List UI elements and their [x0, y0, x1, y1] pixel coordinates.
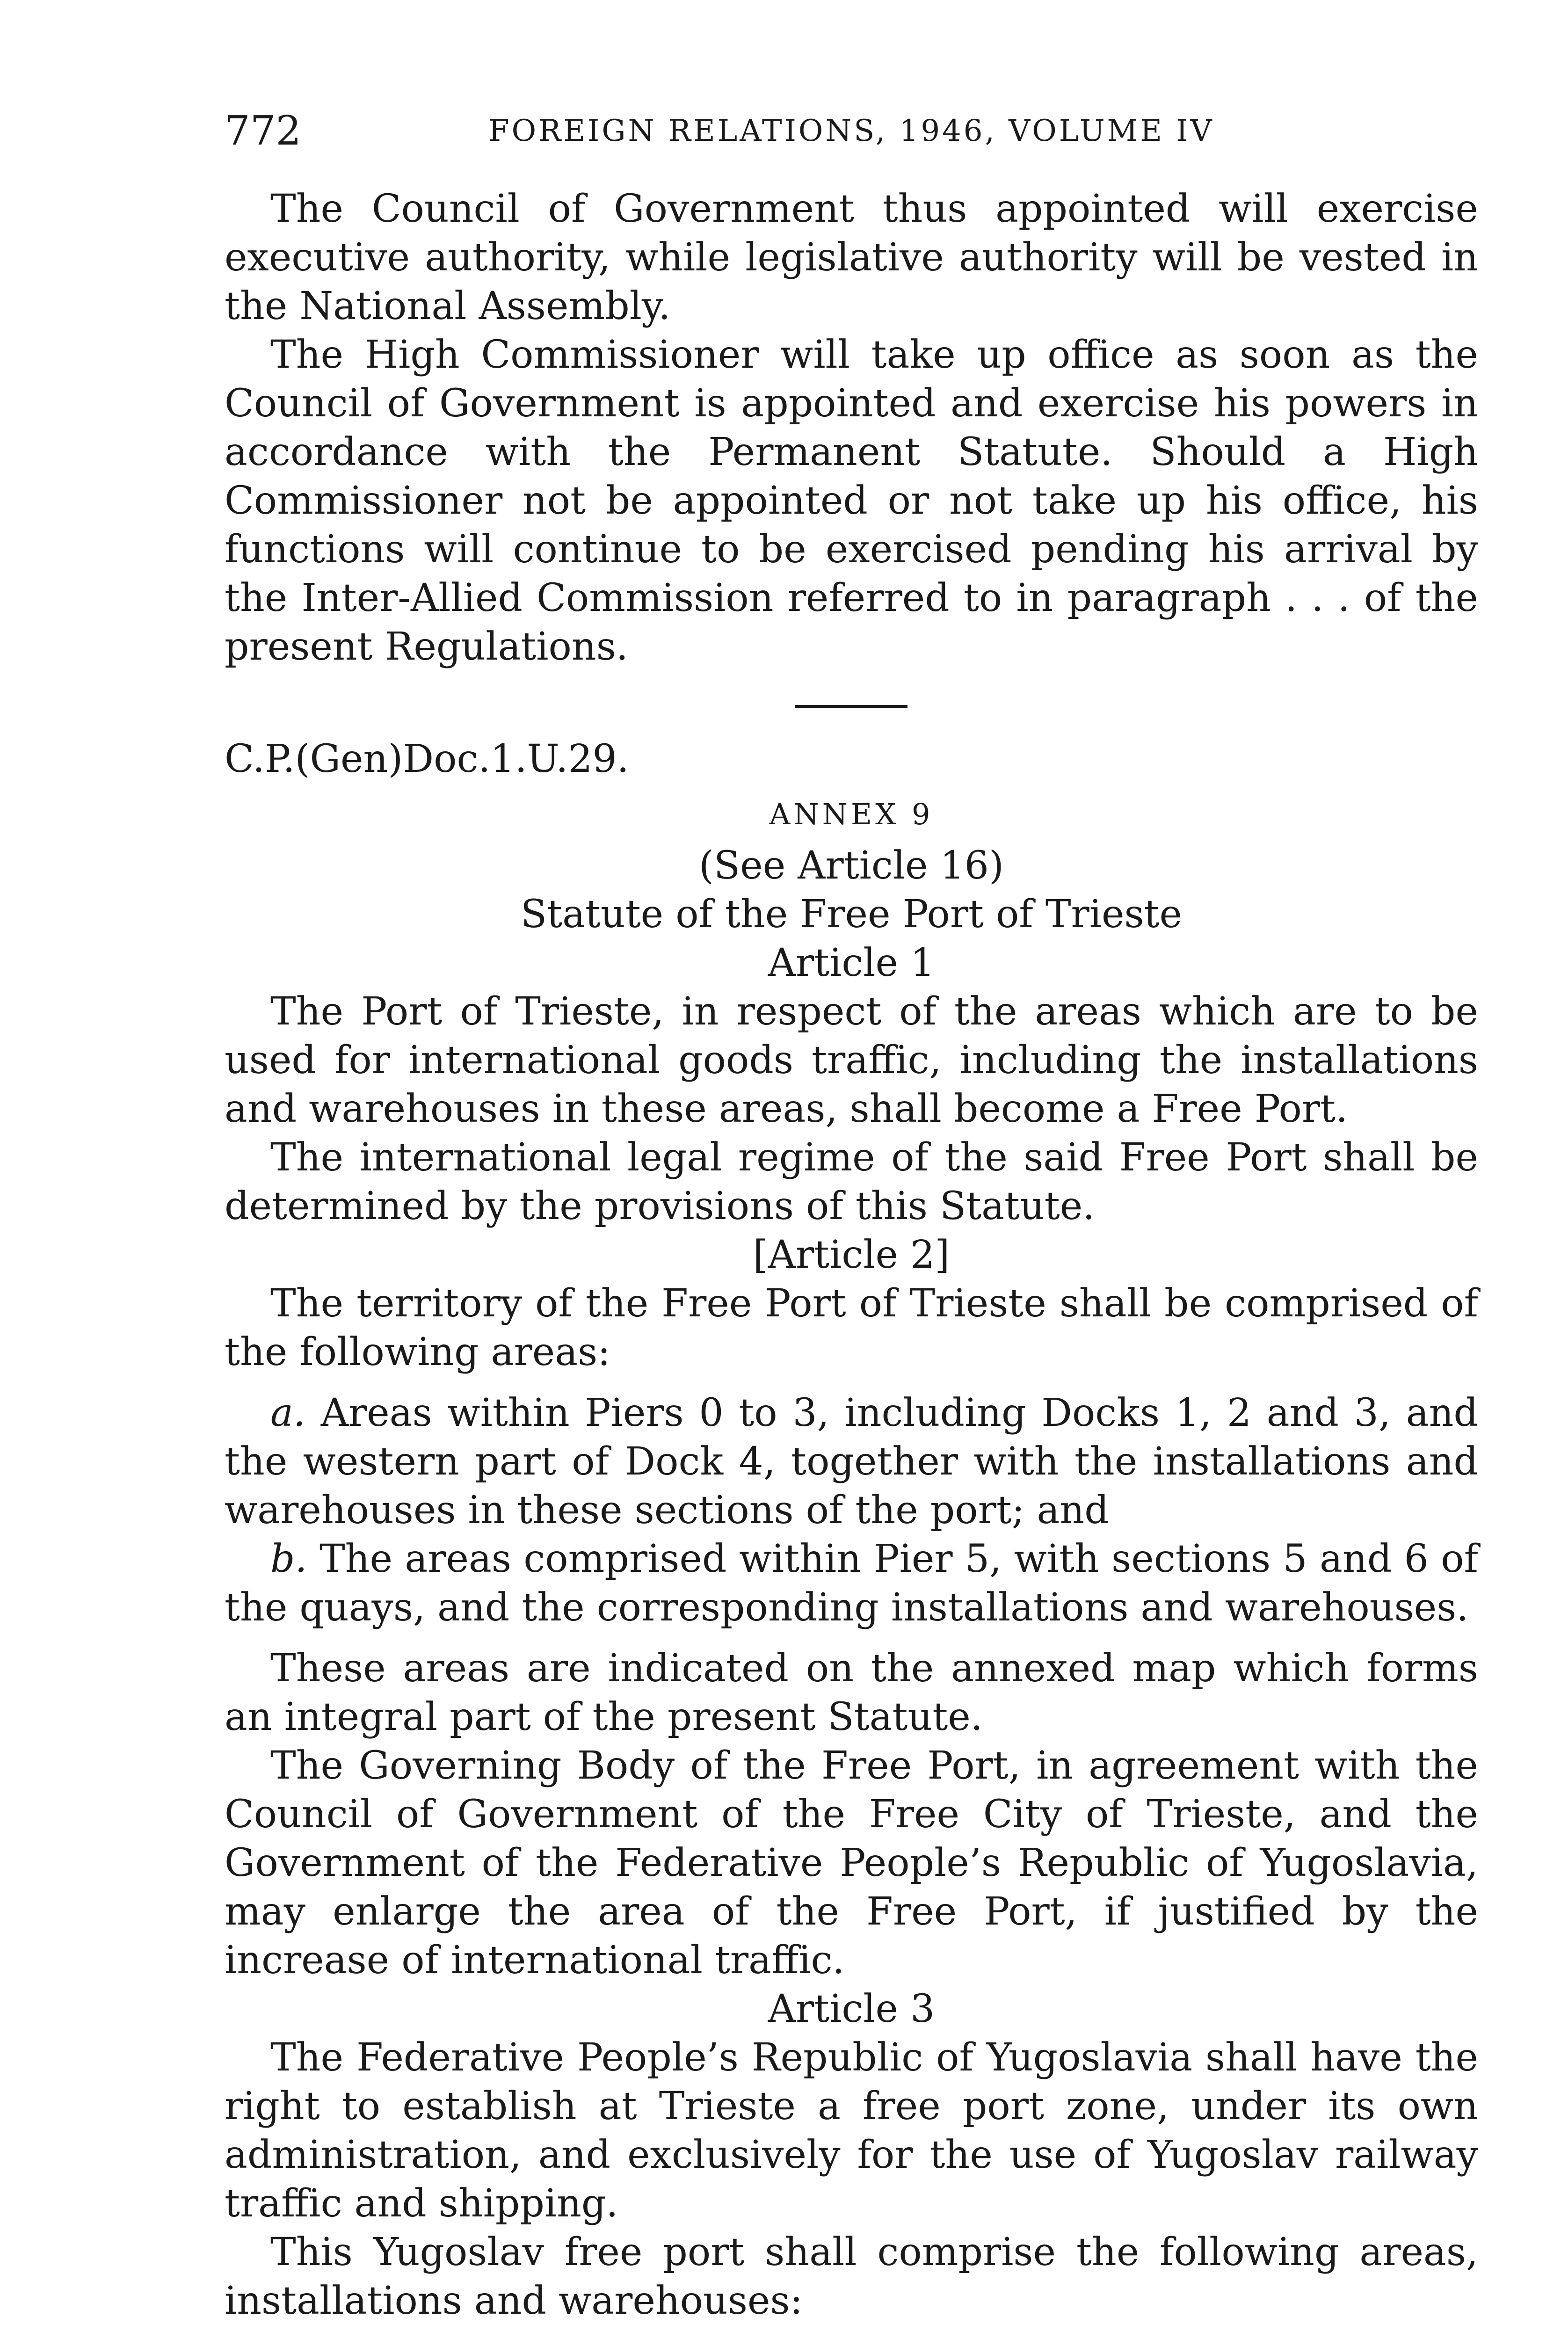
statute-title: Statute of the Free Port of Trieste — [520, 892, 1183, 937]
page-body — [225, 185, 1478, 2339]
item-label: a. — [270, 1391, 305, 1435]
article-2-paragraph-2: These areas are indicated on the annexed map which forms an integral part of the present Statute. — [225, 1646, 1478, 1739]
article-2-item-a — [225, 1389, 1478, 1535]
article-1-paragraph-2: The international legal regime of the said Free Port shall be determined by the provisions of this Statute. — [225, 1135, 1478, 1228]
item-text: Areas within Piers 0 to 3, including Docks 1, 2 and 3, and the western part of Dock 4, together with the installations and warehouses in these sections of the port; and — [225, 1391, 1478, 1533]
page-number: 772 — [225, 108, 302, 154]
article-1-paragraph-1: The Port of Trieste, in respect of the areas which are to be used for international goods traffic, including the installations and warehouses in these areas, shall become a Free Port. — [225, 989, 1478, 1131]
paragraph-high-commissioner: The High Commissioner will take up office as soon as the Council of Government is appointed and exercise his powers in accordance with the Permanent Statute. Should a High Commissioner not be appointed or not take up his office, his functions will continue to be exercised pending his arrival by the Inter-Allied Commission referred to in paragraph . . . of the present Regulations. — [225, 333, 1478, 669]
article-3-paragraph-2: This Yugoslav free port shall comprise the following areas, installations and warehouses: — [225, 2230, 1478, 2323]
article-1-heading: Article 1 — [768, 941, 935, 985]
article-2-item-b — [225, 1535, 1478, 1632]
item-text: The areas comprised within Pier 5, with sections 5 and 6 of the quays, and the corresponding installations and warehouses. — [225, 1537, 1478, 1630]
document-reference: C.P.(Gen)Doc.1.U.29. — [225, 737, 629, 781]
item-label: b. — [270, 1537, 307, 1581]
article-3-heading: Article 3 — [768, 1987, 935, 2031]
article-2-heading: [Article 2] — [753, 1233, 950, 1277]
article-2-paragraph-1: The territory of the Free Port of Trieste shall be comprised of the following areas: — [225, 1281, 1478, 1374]
annex-title: ANNEX 9 — [769, 797, 934, 831]
section-divider — [795, 705, 907, 708]
article-2-paragraph-3: The Governing Body of the Free Port, in agreement with the Council of Government of the Free City of Trieste, and the Government of the Federative People’s Republic of Yugoslavia, may enlarge the area of the Free Port, if justified by the increase of international traffic. — [225, 1743, 1478, 1983]
article-3-paragraph-1: The Federative People’s Republic of Yugoslavia shall have the right to establish at Trieste a free port zone, under its own administration, and exclusively for the use of Yugoslav railway traffic and shipping. — [225, 2035, 1478, 2226]
page-header — [225, 105, 1478, 157]
paragraph-council-authority: The Council of Government thus appointed will exercise executive authority, while legislative authority will be vested in the National Assembly. — [225, 187, 1478, 328]
see-article-note: (See Article 16) — [699, 843, 1004, 888]
running-head: FOREIGN RELATIONS, 1946, VOLUME IV — [488, 114, 1214, 148]
